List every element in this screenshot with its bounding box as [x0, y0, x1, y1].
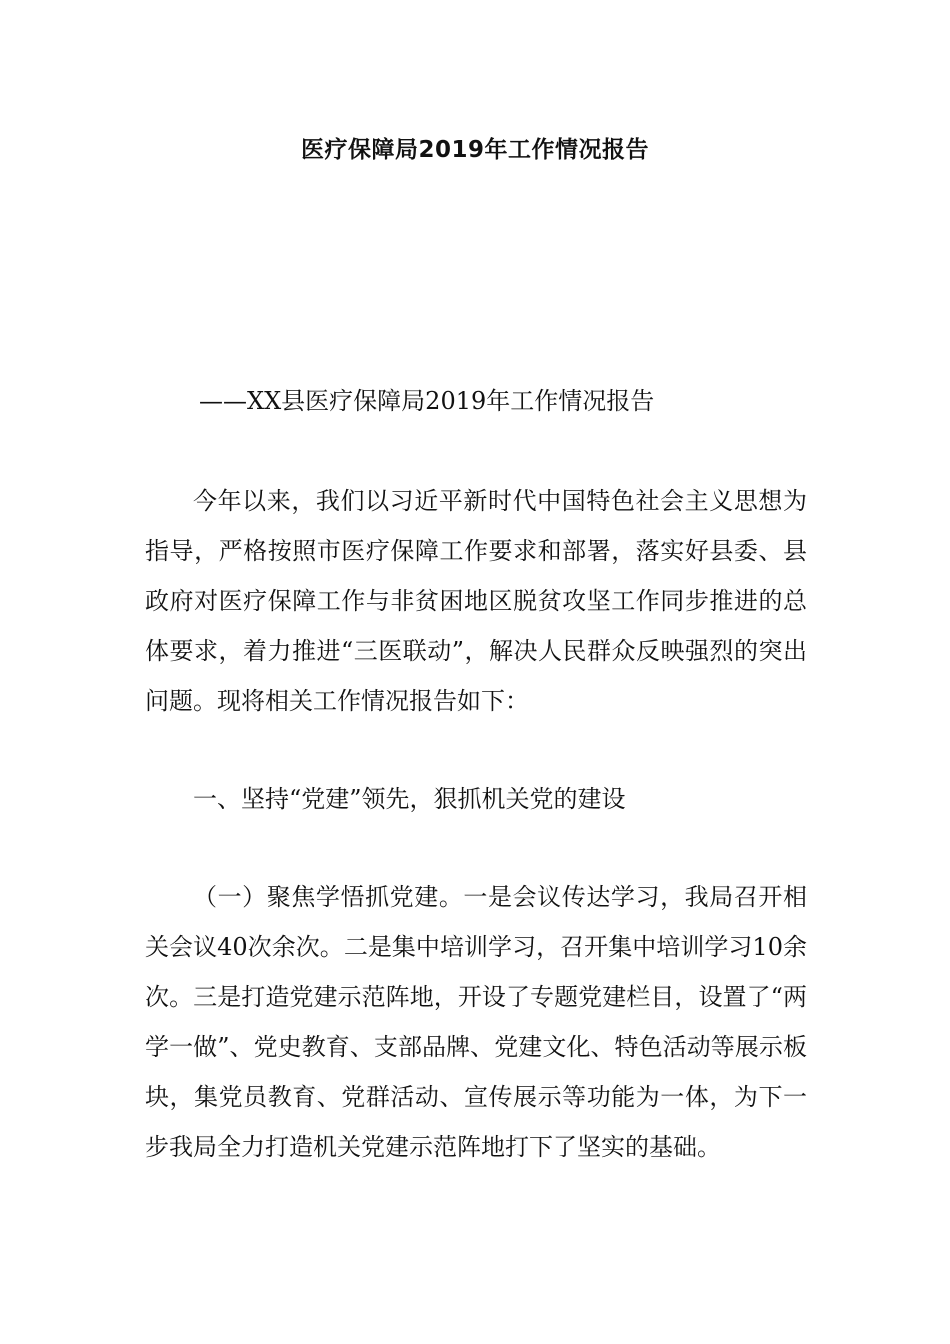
section-1-paragraph-1: （一）聚焦学悟抓党建。一是会议传达学习，我局召开相关会议40次余次。二是集中培训学习，召开集中培训学习10余次。三是打造党建示范阵地，开设了专题党建栏目，设置了“两学一做”、党史教育、支部品牌、党建文化、特色活动等展示板块，集党员教育、党群活动、宣传展示等功能为一体，为下一步我局全力打造机关党建示范阵地打下了坚实的基础。 — [145, 883, 807, 1161]
document-subtitle: ——XX县医疗保障局2019年工作情况报告 — [199, 387, 655, 415]
section-1-heading: 一、坚持“党建”领先，狠抓机关党的建设 — [193, 785, 626, 813]
intro-paragraph: 今年以来，我们以习近平新时代中国特色社会主义思想为指导，严格按照市医疗保障工作要求和部署，落实好县委、县政府对医疗保障工作与非贫困地区脱贫攻坚工作同步推进的总体要求，着力推进“三医联动”，解决人民群众反映强烈的突出问题。现将相关工作情况报告如下： — [145, 487, 807, 715]
document-title: 医疗保障局2019年工作情况报告 — [300, 137, 649, 163]
